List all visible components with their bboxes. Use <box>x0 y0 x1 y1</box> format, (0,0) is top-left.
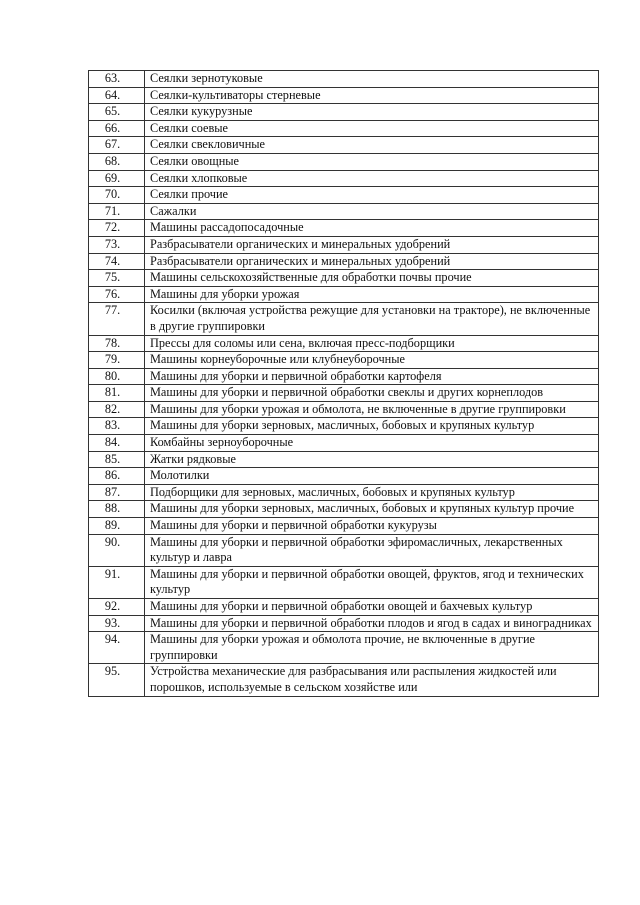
table-body <box>89 71 599 697</box>
row-number: 89. <box>89 518 145 535</box>
table-row <box>89 468 599 485</box>
row-number: 84. <box>89 435 145 452</box>
row-number: 87. <box>89 484 145 501</box>
table-row <box>89 435 599 452</box>
row-text: Машины для уборки и первичной обработки эфиромасличных, лекарственных культур и лавра <box>145 534 599 566</box>
table-row <box>89 253 599 270</box>
row-number: 76. <box>89 286 145 303</box>
row-text: Разбрасыватели органических и минеральных удобрений <box>145 253 599 270</box>
row-number: 85. <box>89 451 145 468</box>
row-number: 86. <box>89 468 145 485</box>
table-row <box>89 187 599 204</box>
table-row <box>89 664 599 696</box>
row-number: 81. <box>89 385 145 402</box>
row-text: Разбрасыватели органических и минеральных удобрений <box>145 236 599 253</box>
row-number: 74. <box>89 253 145 270</box>
row-number: 78. <box>89 335 145 352</box>
row-text: Жатки рядковые <box>145 451 599 468</box>
table-row <box>89 615 599 632</box>
row-number: 91. <box>89 566 145 598</box>
table-row <box>89 518 599 535</box>
row-text: Машины для уборки и первичной обработки картофеля <box>145 368 599 385</box>
row-number: 77. <box>89 303 145 335</box>
row-text: Машины для уборки урожая и обмолота прочие, не включенные в другие группировки <box>145 632 599 664</box>
table-row <box>89 401 599 418</box>
row-number: 90. <box>89 534 145 566</box>
table-row <box>89 484 599 501</box>
row-text: Машины для уборки и первичной обработки плодов и ягод в садах и виноградниках <box>145 615 599 632</box>
row-number: 69. <box>89 170 145 187</box>
table-row <box>89 534 599 566</box>
row-number: 88. <box>89 501 145 518</box>
row-number: 82. <box>89 401 145 418</box>
table-row <box>89 418 599 435</box>
table-row <box>89 501 599 518</box>
row-text: Молотилки <box>145 468 599 485</box>
row-text: Машины рассадопосадочные <box>145 220 599 237</box>
row-text: Сеялки свекловичные <box>145 137 599 154</box>
row-text: Машины для уборки и первичной обработки свеклы и других корнеплодов <box>145 385 599 402</box>
row-text: Сеялки кукурузные <box>145 104 599 121</box>
row-text: Машины сельскохозяйственные для обработки почвы прочие <box>145 270 599 287</box>
row-number: 64. <box>89 87 145 104</box>
table-row <box>89 566 599 598</box>
row-text: Машины для уборки зерновых, масличных, бобовых и крупяных культур <box>145 418 599 435</box>
row-number: 83. <box>89 418 145 435</box>
table-row <box>89 71 599 88</box>
row-text: Машины для уборки зерновых, масличных, бобовых и крупяных культур прочие <box>145 501 599 518</box>
table-row <box>89 236 599 253</box>
row-text: Сажалки <box>145 203 599 220</box>
row-number: 71. <box>89 203 145 220</box>
row-number: 72. <box>89 220 145 237</box>
row-number: 80. <box>89 368 145 385</box>
row-number: 75. <box>89 270 145 287</box>
row-text: Машины для уборки урожая и обмолота, не включенные в другие группировки <box>145 401 599 418</box>
row-text: Сеялки овощные <box>145 153 599 170</box>
row-text: Машины для уборки урожая <box>145 286 599 303</box>
table-row <box>89 599 599 616</box>
row-text: Сеялки-культиваторы стерневые <box>145 87 599 104</box>
table-row <box>89 104 599 121</box>
row-text: Машины для уборки и первичной обработки кукурузы <box>145 518 599 535</box>
table-row <box>89 87 599 104</box>
table-row <box>89 451 599 468</box>
row-text: Подборщики для зерновых, масличных, бобовых и крупяных культур <box>145 484 599 501</box>
table-row <box>89 270 599 287</box>
row-text: Машины для уборки и первичной обработки овощей, фруктов, ягод и технических культур <box>145 566 599 598</box>
table-row <box>89 286 599 303</box>
table-row <box>89 303 599 335</box>
table-row <box>89 335 599 352</box>
row-text: Прессы для соломы или сена, включая пресс-подборщики <box>145 335 599 352</box>
row-number: 63. <box>89 71 145 88</box>
row-text: Устройства механические для разбрасывания или распыления жидкостей или порошков, используемые в сельском хозяйстве или <box>145 664 599 696</box>
row-number: 68. <box>89 153 145 170</box>
row-number: 65. <box>89 104 145 121</box>
row-text: Косилки (включая устройства режущие для установки на тракторе), не включенные в другие группировки <box>145 303 599 335</box>
table-row <box>89 352 599 369</box>
row-text: Машины корнеуборочные или клубнеуборочные <box>145 352 599 369</box>
row-number: 73. <box>89 236 145 253</box>
table-row <box>89 137 599 154</box>
machinery-list-table <box>88 70 599 697</box>
row-number: 79. <box>89 352 145 369</box>
row-number: 95. <box>89 664 145 696</box>
row-text: Машины для уборки и первичной обработки овощей и бахчевых культур <box>145 599 599 616</box>
table-row <box>89 203 599 220</box>
table-row <box>89 153 599 170</box>
row-text: Сеялки зернотуковые <box>145 71 599 88</box>
table-row <box>89 632 599 664</box>
row-number: 66. <box>89 120 145 137</box>
row-text: Сеялки хлопковые <box>145 170 599 187</box>
row-number: 67. <box>89 137 145 154</box>
table-row <box>89 368 599 385</box>
row-text: Комбайны зерноуборочные <box>145 435 599 452</box>
row-number: 93. <box>89 615 145 632</box>
table-row <box>89 170 599 187</box>
row-number: 94. <box>89 632 145 664</box>
table-row <box>89 120 599 137</box>
row-text: Сеялки прочие <box>145 187 599 204</box>
row-text: Сеялки соевые <box>145 120 599 137</box>
table-row <box>89 385 599 402</box>
row-number: 92. <box>89 599 145 616</box>
row-number: 70. <box>89 187 145 204</box>
table-row <box>89 220 599 237</box>
